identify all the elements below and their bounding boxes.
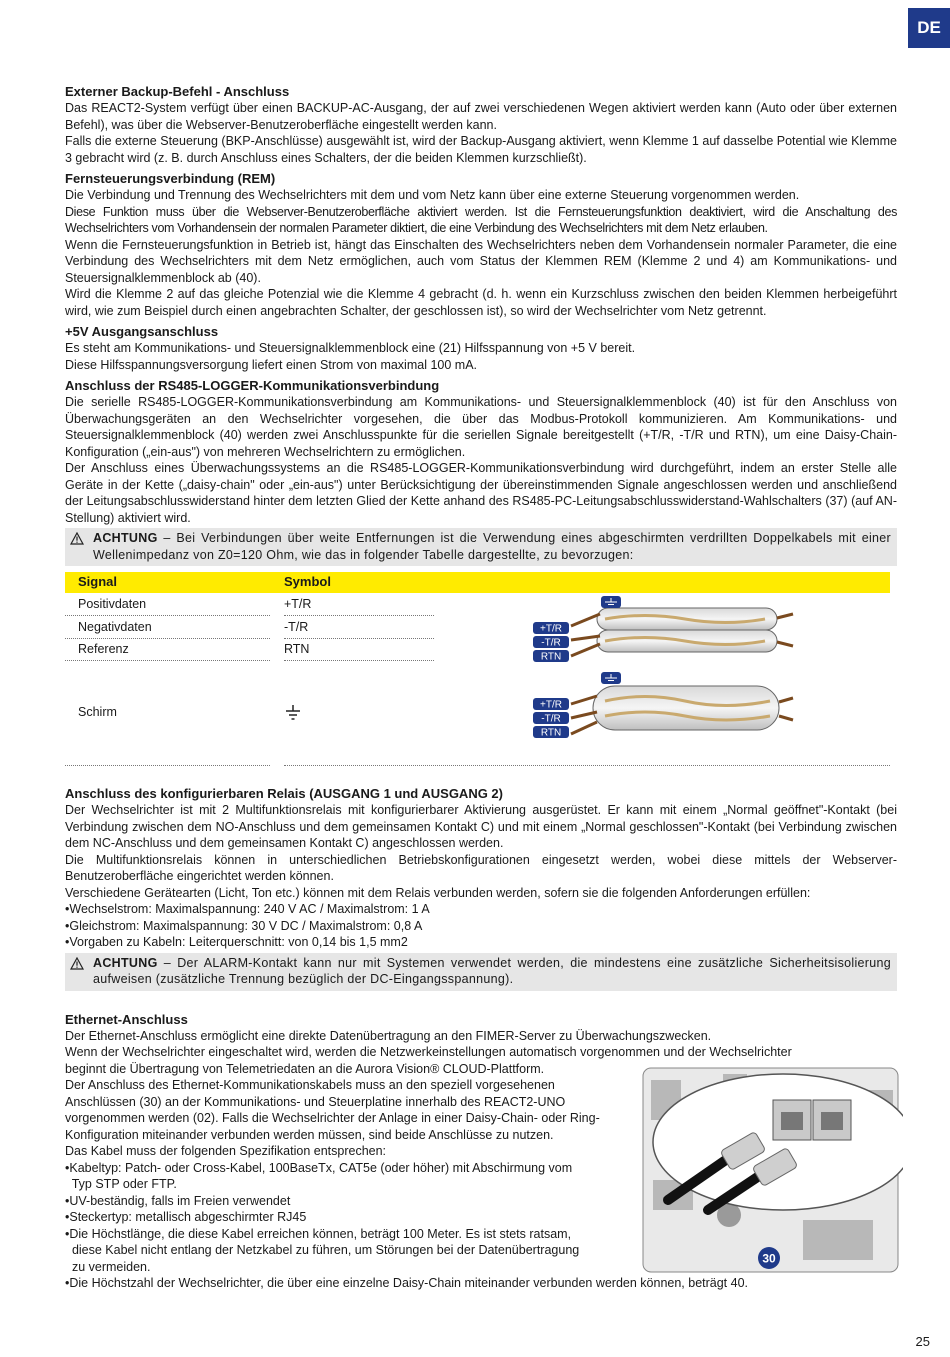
section-title-rem: Fernsteuerungsverbindung (REM) (65, 171, 276, 186)
list-item: zu vermeiden. (65, 1259, 151, 1274)
section-title-rs485: Anschluss der RS485-LOGGER-Kommunikationsverbindung (65, 378, 440, 393)
table-row (65, 594, 435, 616)
paragraph: •Die Höchstzahl der Wechselrichter, die über eine einzelne Daisy-Chain miteinander verbunden werden können, beträgt 40. (65, 1276, 749, 1290)
paragraph: Diese Hilfsspannungsversorgung liefert einen Strom von maximal 100 mA. (65, 357, 477, 372)
symbol-cell: RTN (284, 642, 310, 656)
paragraph: Wird die Klemme 2 auf das gleiche Potenzial wie die Klemme 4 gebracht (d. h. wenn ein Kurzschluss zwischen den beiden Klemmen herbeigeführt wird, wie zum Beispiel durch einen angebrachten Schalter, der geschlossen ist), so wird der Wechselrichter vom Netz getrennt. (65, 287, 897, 318)
paragraph: Der Ethernet-Anschluss ermöglicht eine direkte Datenübertragung an den FIMER-Server zu Überwachungszwecken. (65, 1028, 712, 1043)
callout-number: 30 (762, 1251, 776, 1266)
cable-label: -T/R (541, 713, 561, 725)
paragraph-line: Anschlüssen (30) an der Kommunikations- und Steuerplatine innerhalb des REACT2-UNO (65, 1094, 566, 1109)
paragraph: Das Kabel muss der folgenden Spezifikation entsprechen: (65, 1144, 387, 1158)
paragraph: beginnt die Übertragung von Telemetriedaten an die Aurora Vision® CLOUD-Plattform. (65, 1061, 545, 1076)
paragraph: Die Multifunktionsrelais können in unterschiedlichen Betriebskonfigurationen eingesetzt werden, wobei diese mittels der Webserver-Benutzeroberfläche eingerichtet werden können. (65, 852, 897, 883)
cable-illustration (465, 596, 795, 756)
table-header (65, 572, 890, 593)
divider (284, 765, 890, 766)
paragraph: Der Wechselrichter ist mit 2 Multifunktionsrelais mit konfigurierbarer Aktivierung ausgerüstet. Er kann mit einem „Normal geöffnet"-Kontakt (bei Verbindung zwischen dem NO-Anschluss und dem gemeinsamen Kontakt C) und mit einem „Normal geschlossen"-Kontakt (bei Verbindung zwischen dem NC-Anschluss und dem gemeinsamen Kontakt C) angeschlossen werden. (65, 803, 897, 850)
list-item: •Vorgaben zu Kabeln: Leiterquerschnitt: von 0,14 bis 1,5 mm2 (65, 935, 408, 949)
warning-icon (70, 532, 84, 545)
paragraph: Die Verbindung und Trennung des Wechselrichters mit dem und vom Netz kann über eine externe Steuerung vorgenommen werden. (65, 188, 800, 202)
shielded-cable-single (571, 672, 793, 734)
list-item: Typ STP oder FTP. (65, 1177, 177, 1191)
list-item: diese Kabel nicht entlang der Netzkabel zu führen, um Störungen bei der Datenübertragung (65, 1243, 580, 1257)
divider (284, 615, 434, 616)
col-header-signal: Signal (78, 574, 118, 589)
divider (65, 660, 270, 661)
warning-box (65, 953, 897, 991)
warning-label: ACHTUNG (93, 531, 158, 545)
table-row (65, 617, 435, 639)
list-item: •UV-beständig, falls im Freien verwendet (65, 1193, 291, 1208)
ethernet-spec-list (65, 1160, 640, 1276)
paragraph-line: Der Anschluss des Ethernet-Kommunikationskabels muss an den speziell vorgesehenen (65, 1078, 555, 1092)
signal-cell: Schirm (78, 705, 117, 719)
signal-table (65, 572, 897, 777)
section-title-backup: Externer Backup-Befehl - Anschluss (65, 84, 290, 99)
table-row (65, 702, 435, 724)
symbol-cell: -T/R (284, 620, 309, 634)
warning-text: – Der ALARM-Kontakt kann nur mit Systemen verwendet werden, die mindestens eine zusätzliche Sicherheitsisolierung aufweisen (zusätzliche Trennung bezüglich der DC-Eingangsspannung). (93, 955, 891, 986)
paragraph: Wenn der Wechselrichter eingeschaltet wird, werden die Netzwerkeinstellungen automatisch vorgenommen und der Wechselrichter (65, 1045, 792, 1059)
warning-text: – Bei Verbindungen über weite Entfernungen ist die Verwendung eines abgeschirmten verdrillten Doppelkabels mit einer Wellenimpedanz von Z0=120 Ohm, wie das in folgender Tabelle dargestellte, zu bevorzugen: (93, 531, 891, 562)
twisted-pair-cable-double (571, 596, 793, 656)
ground-icon (284, 705, 302, 721)
table-row (65, 639, 435, 661)
warning-box (65, 528, 897, 566)
signal-cell: Positivdaten (78, 597, 147, 611)
col-header-symbol: Symbol (284, 574, 331, 589)
warning-label: ACHTUNG (93, 955, 158, 970)
section-title-relay: Anschluss des konfigurierbaren Relais (AUSGANG 1 und AUSGANG 2) (65, 786, 503, 801)
cable-label: RTN (540, 727, 562, 739)
cable-label: RTN (540, 651, 562, 663)
paragraph: Das REACT2-System verfügt über einen BACKUP-AC-Ausgang, der auf zwei verschiedenen Wegen aktiviert werden kann (Auto oder über externen Befehl), was über die Webserver-Benutzeroberfläche eingestellt werden kann. (65, 101, 897, 132)
paragraph: Der Anschluss eines Überwachungssystems an die RS485-LOGGER-Kommunikationsverbindung wird durchgeführt, indem an erster Stelle alle Geräte in der Kette („daisy-chain" oder „ein-aus") unter Berücksichtigung der übereinstimmenden Signale angeschlossen werden und anschließend der Leitungsabschlusswiderstand hinter dem letzten Glied der Kette anhand des RS485-PC-Leitungsabschlusswiderstand-Wahlschalters (37) (auf AN-Stellung) aktiviert wird. (65, 461, 897, 525)
signal-cell: Negativdaten (78, 620, 152, 634)
divider (65, 615, 270, 616)
paragraph-line: Konfiguration miteinander verbunden werden müssen, sind beide Anschlüsse zu nutzen. (65, 1127, 554, 1142)
language-tab: DE (908, 8, 950, 48)
page-number: 25 (915, 1334, 930, 1349)
cable-label: +T/R (540, 699, 562, 711)
paragraph: Die serielle RS485-LOGGER-Kommunikationsverbindung am Kommunikations- und Steuersignalklemmenblock (40) ist für den Anschluss von Überwachungsgeräten an den Wechselrichter vorgesehen, die über das Modbus-Protokoll kommunizieren. Am Kommunikations- und Steuersignalklemmenblock (40) werden zwei Anschlusspunkte für die seriellen Signale bereitgestellt (+T/R, -T/R und RTN), um eine Daisy-Chain-Konfiguration („ein-aus") von mehreren Wechselrichtern zu ermöglichen. (65, 395, 897, 459)
paragraph: Wenn die Fernsteuerungsfunktion in Betrieb ist, hängt das Einschalten des Wechselrichters neben dem Vorhandensein normaler Parameter, die eine Verbindung des Wechselrichters mit dem Netz ermöglichen, auch vom Status der Klemmen REM (Klemme 2 und 4) am Kommunikations- und Steuersignalklemmenblock ab (40). (65, 237, 897, 285)
list-item: •Steckertyp: metallisch abgeschirmter RJ45 (65, 1210, 307, 1224)
paragraph-line: vorgenommen werden (02). Falls die Wechselrichter der Anlage in einer Daisy-Chain- oder Ring- (65, 1111, 600, 1125)
divider (284, 660, 434, 661)
list-item: •Die Höchstlänge, die diese Kabel erreichen können, beträgt 100 Meter. Es ist stets ratsam, (65, 1226, 572, 1241)
section-title-ethernet: Ethernet-Anschluss (65, 1011, 188, 1027)
divider (65, 765, 270, 766)
section-title-aux: +5V Ausgangsanschluss (65, 324, 219, 339)
ethernet-text-column (65, 1077, 640, 1275)
warning-icon (70, 957, 84, 970)
paragraph: Diese Funktion muss über die Webserver-Benutzeroberfläche aktiviert werden. Ist die Fernsteuerungsfunktion deaktiviert, wird die Anschaltung des Wechselrichters vom Vorhandensein der normalen Parameter diktiert, die eine Verbindung des Wechselrichters mit dem Netz erlauben. (65, 204, 897, 235)
paragraph: Es steht am Kommunikations- und Steuersignalklemmenblock eine (21) Hilfsspannung von +5 V bereit. (65, 341, 636, 355)
list-item: •Gleichstrom: Maximalspannung: 30 V DC / Maximalstrom: 0,8 A (65, 918, 423, 933)
relay-spec-list (65, 901, 897, 951)
symbol-cell: +T/R (284, 597, 312, 611)
cable-label: -T/R (541, 637, 561, 649)
ethernet-board-illustration (573, 1060, 903, 1275)
paragraph: Falls die externe Steuerung (BKP-Anschlüsse) ausgewählt ist, wird der Backup-Ausgang aktiviert, wenn Klemme 1 auf dasselbe Potential wie Klemme 3 gebracht wird (z. B. durch Anschluss eines Schalters, der die beiden Klemmen kurzschließt). (65, 134, 897, 165)
ground-symbol-cell (284, 705, 302, 721)
cable-label: +T/R (540, 623, 562, 635)
list-item: •Wechselstrom: Maximalspannung: 240 V AC / Maximalstrom: 1 A (65, 902, 430, 916)
paragraph: Verschiedene Gerätearten (Licht, Ton etc.) können mit dem Relais verbunden werden, sofern sie die folgenden Anforderungen erfüllen: (65, 885, 811, 900)
signal-cell: Referenz (78, 642, 129, 656)
list-item: •Kabeltyp: Patch- oder Cross-Kabel, 100BaseTx, CAT5e (oder höher) mit Abschirmung vom (65, 1160, 573, 1175)
